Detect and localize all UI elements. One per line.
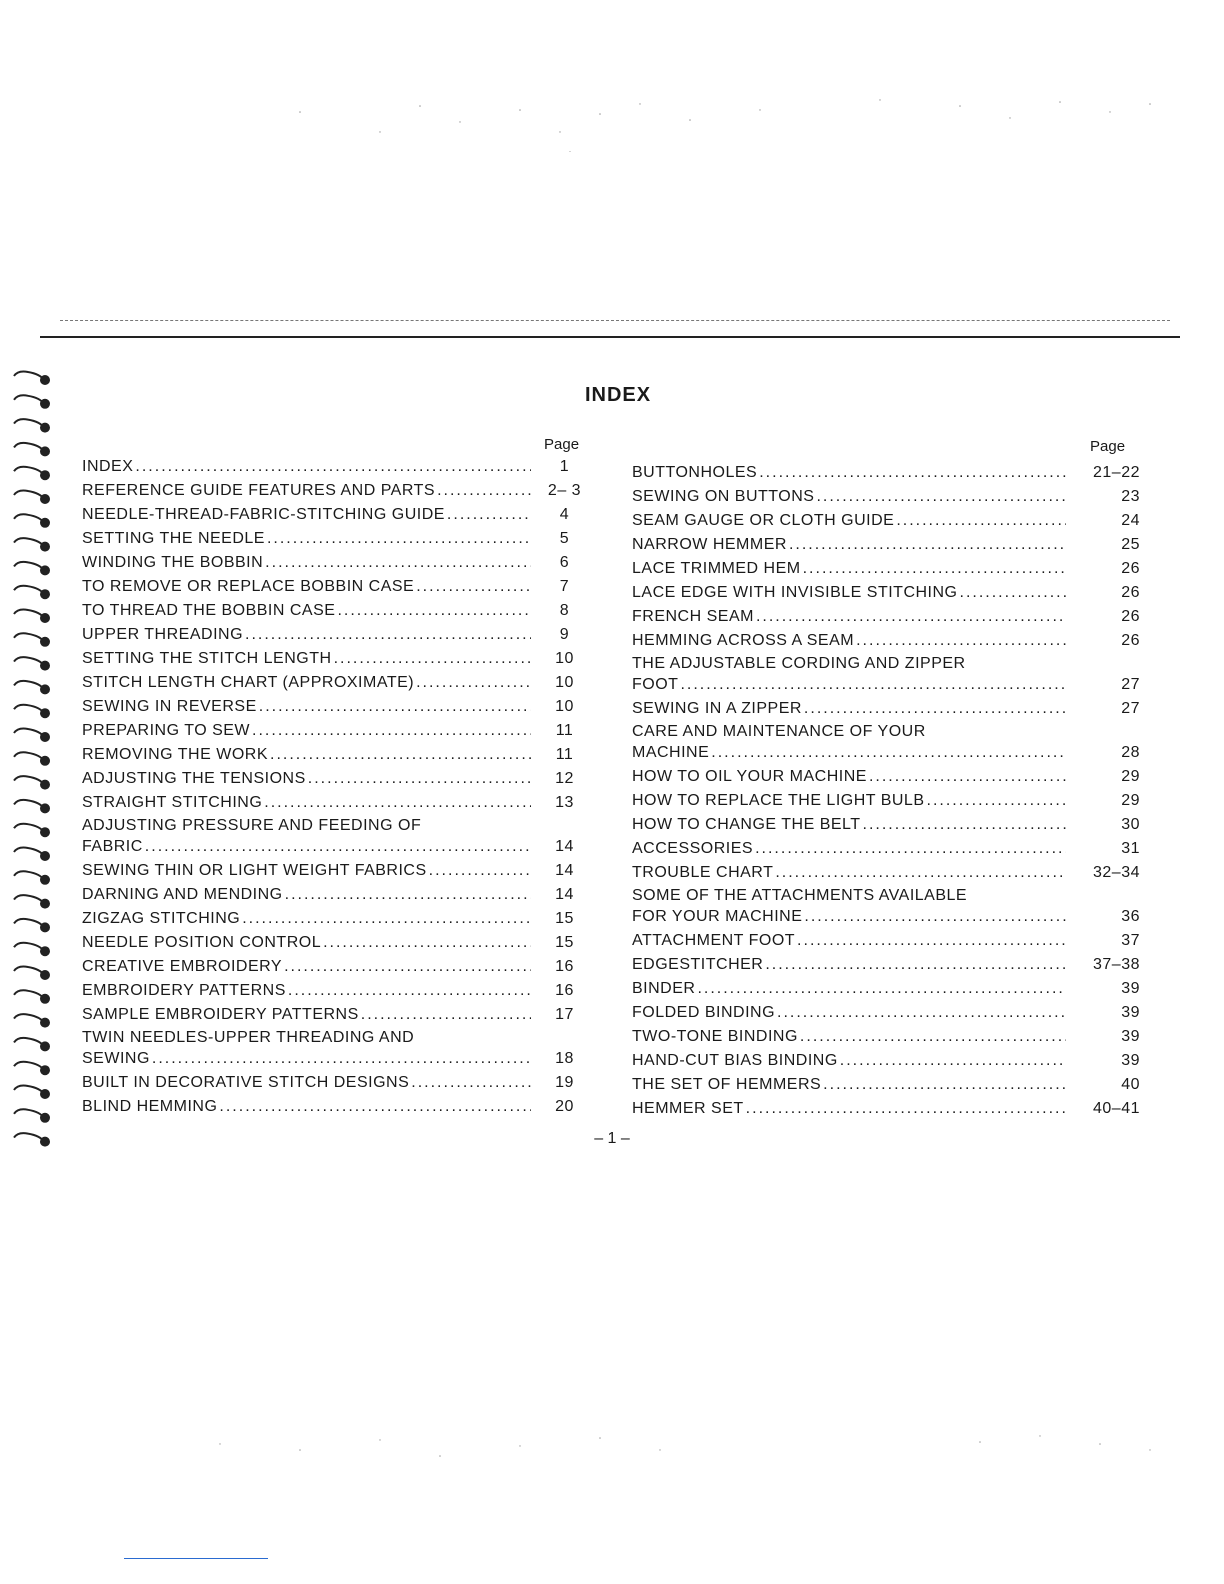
entry-label: INDEX: [82, 458, 134, 475]
binding-coil: [14, 657, 44, 666]
index-entry: [632, 582, 1140, 606]
binding-hole: [41, 1019, 49, 1027]
entry-page-number: 6: [559, 554, 570, 571]
index-entry: [632, 1098, 1140, 1122]
entry-page-number: 4: [559, 506, 570, 523]
binding-coil: [14, 990, 44, 999]
index-entry: [82, 1004, 592, 1028]
entry-label: UPPER THREADING: [82, 626, 244, 643]
index-entry: [82, 600, 592, 624]
index-entry: [632, 630, 1140, 654]
entry-page-number: 37: [1121, 932, 1140, 949]
dot-leader: [284, 956, 531, 978]
entry-label: ACCESSORIES: [632, 840, 754, 857]
dot-leader: [267, 528, 531, 550]
entry-page-number: 5: [559, 530, 570, 547]
index-entry: [632, 930, 1140, 954]
binding-hole: [41, 828, 49, 836]
entry-page-number: 14: [555, 886, 574, 903]
index-entry: [82, 552, 592, 576]
dot-leader: [775, 862, 1066, 884]
entry-label: FABRIC: [82, 838, 143, 855]
binding-hole: [41, 1114, 49, 1122]
entry-page-number: 31: [1121, 840, 1140, 857]
entry-page-number: 19: [555, 1074, 574, 1091]
entry-label-line1: CARE AND MAINTENANCE OF YOUR: [632, 723, 926, 740]
entry-page-number: 26: [1121, 560, 1140, 577]
entry-label-line1: ADJUSTING PRESSURE AND FEEDING OF: [82, 817, 422, 834]
binding-hole: [41, 947, 49, 955]
binding-hole: [41, 852, 49, 860]
entry-label: TO REMOVE OR REPLACE BOBBIN CASE: [82, 578, 415, 595]
entry-page-number: 11: [555, 746, 574, 763]
entry-page-number: 10: [555, 650, 574, 667]
binding-coil: [14, 372, 44, 381]
index-entry: [632, 534, 1140, 558]
entry-page-number: 11: [555, 722, 574, 739]
entry-page-number: 10: [555, 674, 574, 691]
binding-coil: [14, 848, 44, 857]
entry-label: HOW TO REPLACE THE LIGHT BULB: [632, 792, 925, 809]
right-index-column: [632, 462, 1140, 1122]
dot-leader: [896, 510, 1066, 532]
entry-label: FOR YOUR MACHINE: [632, 908, 803, 925]
index-entry: [82, 1072, 592, 1096]
index-entry: [632, 1026, 1140, 1050]
binding-coil: [14, 824, 44, 833]
dot-leader: [697, 978, 1066, 1000]
binding-coil: [14, 491, 44, 500]
entry-label: ATTACHMENT FOOT: [632, 932, 796, 949]
binding-hole: [41, 1066, 49, 1074]
index-entry: [82, 720, 592, 744]
entry-page-number: 14: [555, 862, 574, 879]
dot-leader: [755, 838, 1066, 860]
index-entry: [632, 654, 1140, 698]
dot-leader: [759, 462, 1066, 484]
binding-coil: [14, 681, 44, 690]
binding-coil: [14, 443, 44, 452]
binding-hole: [41, 519, 49, 527]
scan-speckle-bottom: [0, 1420, 1224, 1480]
entry-page-number: 26: [1121, 584, 1140, 601]
entry-label: SEWING IN A ZIPPER: [632, 700, 802, 717]
dot-leader: [863, 814, 1066, 836]
binding-coil: [14, 1109, 44, 1118]
entry-page-number: 16: [555, 958, 574, 975]
entry-label: SEWING ON BUTTONS: [632, 488, 815, 505]
entry-label: HEMMING ACROSS A SEAM: [632, 632, 855, 649]
binding-hole: [41, 662, 49, 670]
binding-hole: [41, 995, 49, 1003]
dot-leader: [308, 768, 531, 790]
entry-label: MACHINE: [632, 744, 710, 761]
entry-page-number: 15: [555, 910, 574, 927]
entry-label: EDGESTITCHER: [632, 956, 764, 973]
binding-hole: [41, 971, 49, 979]
entry-page-number: 7: [559, 578, 570, 595]
entry-label: SEAM GAUGE OR CLOTH GUIDE: [632, 512, 895, 529]
entry-label: BUTTONHOLES: [632, 464, 758, 481]
dot-leader: [135, 456, 531, 478]
dot-leader: [804, 906, 1066, 928]
dot-leader: [219, 1096, 531, 1118]
binding-coil: [14, 705, 44, 714]
binding-hole: [41, 900, 49, 908]
dot-leader: [816, 486, 1066, 508]
index-entry: [82, 480, 592, 504]
entry-label: WINDING THE BOBBIN: [82, 554, 264, 571]
dot-leader: [285, 884, 531, 906]
entry-page-number: 39: [1121, 980, 1140, 997]
entry-label: REMOVING THE WORK: [82, 746, 268, 763]
index-entry: [632, 486, 1140, 510]
index-entry: [632, 722, 1140, 766]
index-entry: [82, 816, 592, 860]
index-entry: [82, 456, 592, 480]
page-title: INDEX: [584, 384, 652, 406]
binding-hole: [41, 424, 49, 432]
entry-page-number: 26: [1121, 632, 1140, 649]
binding-coil: [14, 610, 44, 619]
index-entry: [82, 1028, 592, 1072]
dot-leader: [429, 860, 531, 882]
entry-label: NEEDLE POSITION CONTROL: [82, 934, 322, 951]
binding-hole: [41, 1042, 49, 1050]
entry-page-number: 1: [559, 458, 570, 475]
binding-hole: [41, 566, 49, 574]
dot-leader: [927, 790, 1067, 812]
entry-page-number: 39: [1121, 1028, 1140, 1045]
entry-page-number: 9: [559, 626, 570, 643]
index-entry: [632, 862, 1140, 886]
binding-hole: [41, 685, 49, 693]
scan-speckle-top: [0, 92, 1224, 152]
dot-leader: [680, 674, 1066, 696]
entry-label: STRAIGHT STITCHING: [82, 794, 263, 811]
dot-leader: [437, 480, 531, 502]
entry-label: SAMPLE EMBROIDERY PATTERNS: [82, 1006, 359, 1023]
dot-leader: [840, 1050, 1066, 1072]
binding-hole: [41, 376, 49, 384]
dot-leader: [960, 582, 1067, 604]
dot-leader: [242, 908, 531, 930]
binding-hole: [41, 638, 49, 646]
dot-leader: [756, 606, 1066, 628]
entry-page-number: 40–41: [1093, 1100, 1140, 1117]
index-entry: [82, 504, 592, 528]
index-entry: [632, 790, 1140, 814]
entry-page-number: 29: [1121, 768, 1140, 785]
entry-label: CREATIVE EMBROIDERY: [82, 958, 283, 975]
binding-coil: [14, 538, 44, 547]
dot-leader: [416, 672, 531, 694]
entry-label: HOW TO OIL YOUR MACHINE: [632, 768, 867, 785]
binding-coil: [14, 1062, 44, 1071]
entry-label-line1: THE ADJUSTABLE CORDING AND ZIPPER: [632, 655, 966, 672]
binding-coil: [14, 943, 44, 952]
entry-label: BUILT IN DECORATIVE STITCH DESIGNS: [82, 1074, 410, 1091]
binding-hole: [41, 733, 49, 741]
dot-leader: [711, 742, 1066, 764]
dashed-rule: [60, 320, 1170, 321]
binding-coil: [14, 776, 44, 785]
dot-leader: [323, 932, 531, 954]
entry-label: EMBROIDERY PATTERNS: [82, 982, 286, 999]
entry-label: DARNING AND MENDING: [82, 886, 283, 903]
entry-label: HAND-CUT BIAS BINDING: [632, 1052, 838, 1069]
entry-page-number: 27: [1121, 676, 1140, 693]
dot-leader: [265, 552, 531, 574]
entry-label: HOW TO CHANGE THE BELT: [632, 816, 861, 833]
index-entry: [82, 696, 592, 720]
dot-leader: [869, 766, 1066, 788]
binding-hole: [41, 495, 49, 503]
entry-page-number: 39: [1121, 1004, 1140, 1021]
index-entry: [632, 886, 1140, 930]
dot-leader: [145, 836, 531, 858]
index-entry: [82, 624, 592, 648]
entry-label: ADJUSTING THE TENSIONS: [82, 770, 306, 787]
index-entry: [82, 576, 592, 600]
dot-leader: [411, 1072, 531, 1094]
entry-label: NARROW HEMMER: [632, 536, 787, 553]
entry-page-number: 8: [559, 602, 570, 619]
entry-page-number: 26: [1121, 608, 1140, 625]
entry-label: SEWING IN REVERSE: [82, 698, 257, 715]
binding-coil: [14, 800, 44, 809]
index-entry: [82, 908, 592, 932]
index-entry: [82, 792, 592, 816]
binding-coil: [14, 729, 44, 738]
index-entry: [632, 814, 1140, 838]
binding-coil: [14, 1014, 44, 1023]
index-entry: [82, 528, 592, 552]
index-entry: [632, 766, 1140, 790]
entry-page-number: 37–38: [1093, 956, 1140, 973]
index-entry: [82, 932, 592, 956]
dot-leader: [789, 534, 1066, 556]
entry-label-line1: TWIN NEEDLES-UPPER THREADING AND: [82, 1029, 415, 1046]
entry-page-number: 24: [1121, 512, 1140, 529]
dot-leader: [252, 720, 531, 742]
binding-coil: [14, 514, 44, 523]
index-entry: [632, 838, 1140, 862]
dot-leader: [765, 954, 1066, 976]
entry-page-number: 20: [555, 1098, 574, 1115]
entry-label: FRENCH SEAM: [632, 608, 754, 625]
dot-leader: [270, 744, 531, 766]
binding-hole: [41, 709, 49, 717]
index-entry: [82, 672, 592, 696]
binding-coil: [14, 419, 44, 428]
entry-page-number: 18: [555, 1050, 574, 1067]
entry-label: SETTING THE STITCH LENGTH: [82, 650, 332, 667]
dot-leader: [797, 930, 1066, 952]
entry-label: SEWING: [82, 1050, 150, 1067]
dot-leader: [337, 600, 531, 622]
index-entry: [82, 648, 592, 672]
binding-coil: [14, 633, 44, 642]
dot-leader: [416, 576, 531, 598]
entry-label: PREPARING TO SEW: [82, 722, 251, 739]
entry-page-number: 36: [1121, 908, 1140, 925]
entry-page-number: 28: [1121, 744, 1140, 761]
entry-label: TWO-TONE BINDING: [632, 1028, 798, 1045]
dot-leader: [245, 624, 531, 646]
entry-label: SETTING THE NEEDLE: [82, 530, 265, 547]
spiral-binding-marks: [4, 362, 56, 1162]
entry-label: TROUBLE CHART: [632, 864, 774, 881]
dot-leader: [777, 1002, 1066, 1024]
index-entry: [632, 954, 1140, 978]
entry-label: LACE TRIMMED HEM: [632, 560, 801, 577]
dot-leader: [856, 630, 1066, 652]
index-entry: [632, 510, 1140, 534]
binding-hole: [41, 781, 49, 789]
binding-hole: [41, 447, 49, 455]
entry-page-number: 27: [1121, 700, 1140, 717]
entry-label: ZIGZAG STITCHING: [82, 910, 241, 927]
entry-page-number: 16: [555, 982, 574, 999]
index-entry: [82, 768, 592, 792]
index-entry: [632, 1002, 1140, 1026]
right-page-heading: Page: [1090, 438, 1126, 455]
index-entry: [632, 606, 1140, 630]
entry-page-number: 12: [555, 770, 574, 787]
entry-page-number: 32–34: [1093, 864, 1140, 881]
binding-hole: [41, 923, 49, 931]
index-entry: [82, 860, 592, 884]
index-entry: [82, 884, 592, 908]
dot-leader: [259, 696, 531, 718]
dot-leader: [800, 1026, 1066, 1048]
binding-coil: [14, 871, 44, 880]
binding-hole: [41, 1090, 49, 1098]
dot-leader: [746, 1098, 1066, 1120]
index-entry: [82, 1096, 592, 1120]
entry-page-number: 29: [1121, 792, 1140, 809]
binding-coil: [14, 467, 44, 476]
top-rule: [40, 336, 1180, 338]
entry-label: BLIND HEMMING: [82, 1098, 218, 1115]
binding-coil: [14, 1086, 44, 1095]
entry-label: LACE EDGE WITH INVISIBLE STITCHING: [632, 584, 958, 601]
entry-page-number: 10: [555, 698, 574, 715]
scan-edge-line: [124, 1558, 268, 1559]
entry-label: THE SET OF HEMMERS: [632, 1076, 822, 1093]
left-index-column: [82, 456, 592, 1120]
binding-coil: [14, 752, 44, 761]
dot-leader: [334, 648, 531, 670]
dot-leader: [264, 792, 531, 814]
left-page-heading: Page: [544, 436, 580, 453]
entry-label: FOOT: [632, 676, 679, 693]
binding-hole: [41, 471, 49, 479]
entry-page-number: 21–22: [1093, 464, 1140, 481]
dot-leader: [804, 698, 1066, 720]
entry-label: NEEDLE-THREAD-FABRIC-STITCHING GUIDE: [82, 506, 445, 523]
binding-coil: [14, 967, 44, 976]
binding-coil: [14, 895, 44, 904]
entry-label: FOLDED BINDING: [632, 1004, 776, 1021]
index-entry: [82, 980, 592, 1004]
binding-coil: [14, 586, 44, 595]
index-entry: [632, 978, 1140, 1002]
index-entry: [632, 462, 1140, 486]
entry-label: BINDER: [632, 980, 696, 997]
entry-page-number: 14: [555, 838, 574, 855]
dot-leader: [361, 1004, 531, 1026]
dot-leader: [447, 504, 531, 526]
entry-label: REFERENCE GUIDE FEATURES AND PARTS: [82, 482, 436, 499]
entry-label: TO THREAD THE BOBBIN CASE: [82, 602, 336, 619]
binding-hole: [41, 876, 49, 884]
entry-label: STITCH LENGTH CHART (APPROXIMATE): [82, 674, 415, 691]
entry-page-number: 17: [555, 1006, 574, 1023]
index-entry: [632, 1050, 1140, 1074]
entry-page-number: 15: [555, 934, 574, 951]
index-entry: [82, 744, 592, 768]
entry-page-number: 40: [1121, 1076, 1140, 1093]
entry-page-number: 39: [1121, 1052, 1140, 1069]
entry-label-line1: SOME OF THE ATTACHMENTS AVAILABLE: [632, 887, 968, 904]
index-entry: [632, 698, 1140, 722]
entry-page-number: 30: [1121, 816, 1140, 833]
entry-label: SEWING THIN OR LIGHT WEIGHT FABRICS: [82, 862, 427, 879]
entry-page-number: 2– 3: [547, 482, 582, 499]
entry-label: HEMMER SET: [632, 1100, 744, 1117]
entry-page-number: 25: [1121, 536, 1140, 553]
binding-coil: [14, 1038, 44, 1047]
binding-hole: [41, 590, 49, 598]
entry-page-number: 13: [555, 794, 574, 811]
index-entry: [82, 956, 592, 980]
binding-hole: [41, 757, 49, 765]
index-entry: [632, 558, 1140, 582]
binding-coil: [14, 919, 44, 928]
dot-leader: [803, 558, 1066, 580]
entry-page-number: 23: [1121, 488, 1140, 505]
binding-hole: [41, 614, 49, 622]
index-entry: [632, 1074, 1140, 1098]
binding-coil: [14, 562, 44, 571]
dot-leader: [288, 980, 531, 1002]
binding-hole: [41, 804, 49, 812]
dot-leader: [152, 1048, 531, 1070]
page-number: – 1 –: [594, 1130, 630, 1147]
dot-leader: [823, 1074, 1066, 1096]
binding-hole: [41, 543, 49, 551]
